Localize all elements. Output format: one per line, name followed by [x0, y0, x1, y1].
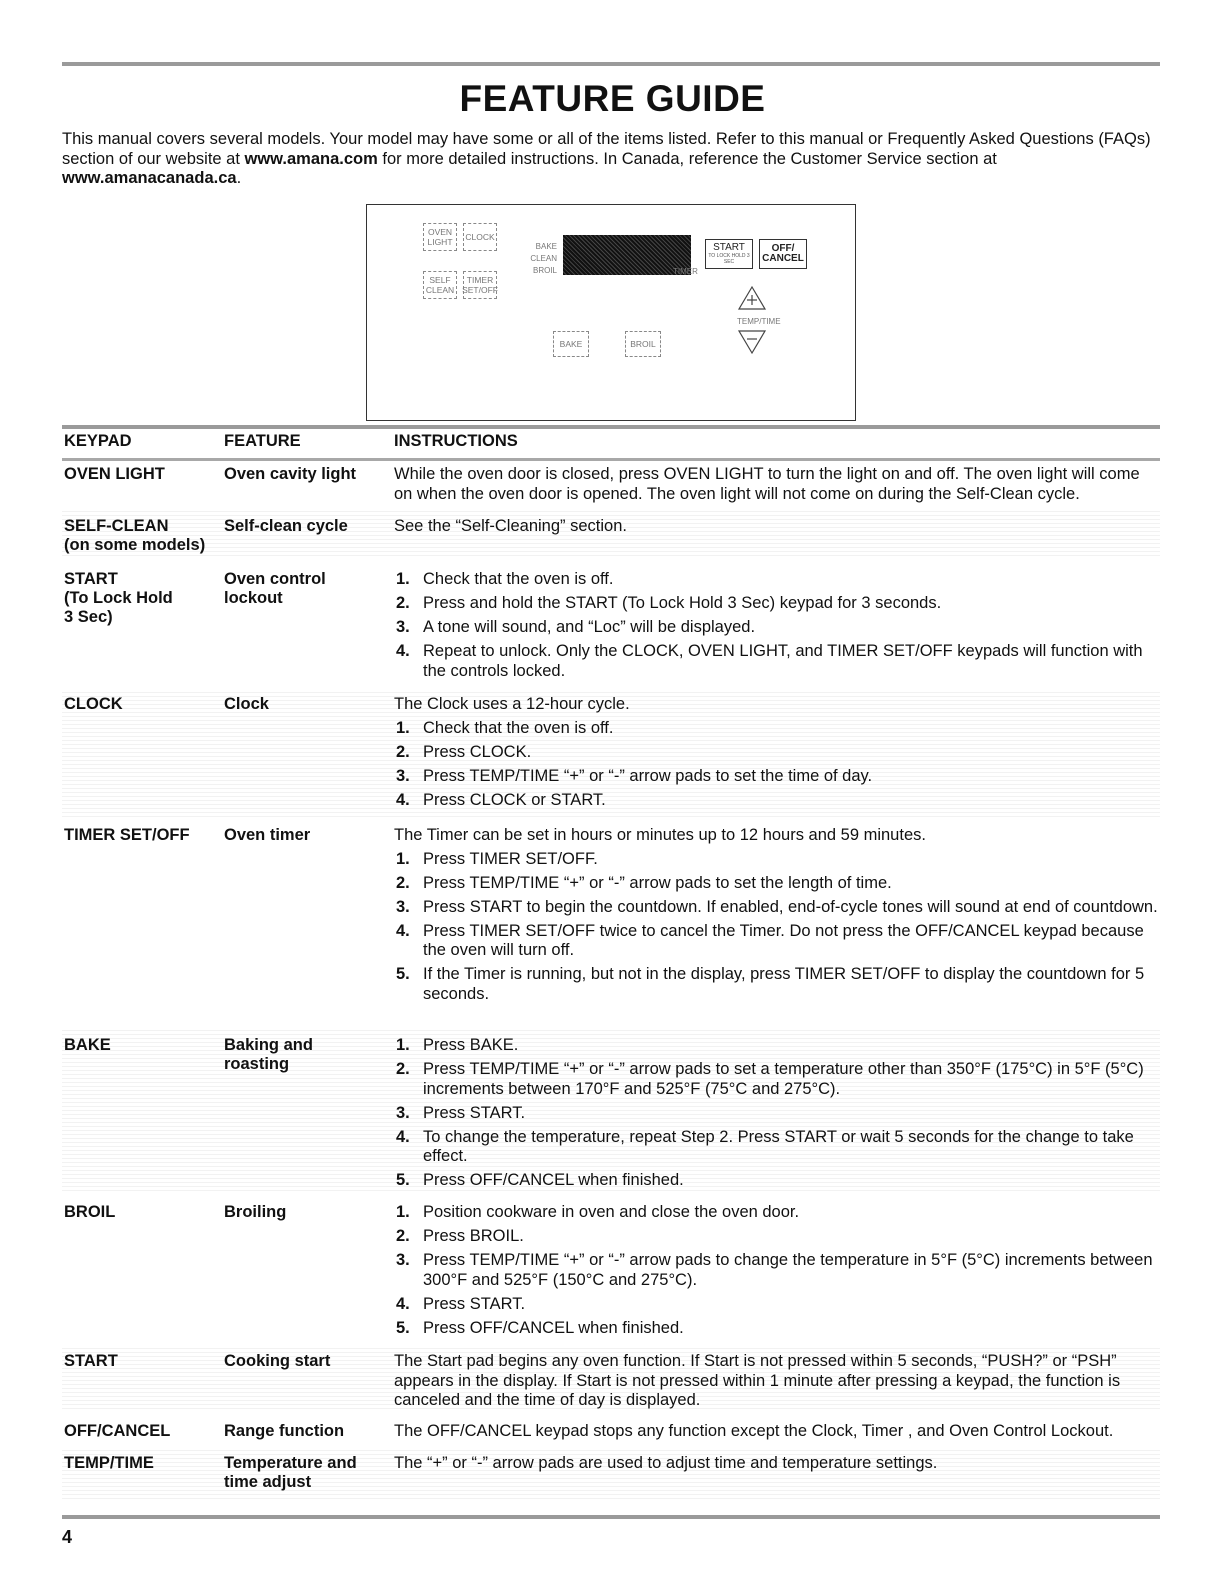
step: 3. Press TEMP/TIME “+” or “-” arrow pads to set the time of day. — [396, 766, 873, 785]
step: 1. Press BAKE. — [396, 1036, 519, 1054]
oven-light-key: OVEN LIGHT — [423, 223, 457, 251]
table-row — [62, 1422, 1160, 1446]
control-panel-diagram — [366, 204, 856, 421]
mode-labels — [515, 241, 557, 277]
keypad-cell: TIMER SET/OFF — [64, 826, 190, 844]
amana-canada-link[interactable]: www.amanacanada.ca — [62, 169, 237, 187]
table-row — [62, 826, 1160, 1026]
header-feature: FEATURE — [224, 432, 301, 450]
keypad-label: START — [64, 570, 118, 588]
table-top-rule — [62, 425, 1160, 429]
feature-cell: Self-clean cycle — [224, 517, 348, 535]
feature-label: time adjust — [224, 1473, 312, 1491]
step: 2. Press CLOCK. — [396, 742, 532, 761]
keypad-cell: START — [64, 1352, 118, 1370]
step: 4. Press CLOCK or START. — [396, 790, 606, 809]
step: 1. Check that the oven is off. — [396, 718, 614, 737]
step: 1. Check that the oven is off. — [396, 570, 614, 588]
instructions-cell — [394, 570, 1160, 686]
clock-key: CLOCK — [463, 223, 497, 251]
start-key — [705, 239, 753, 269]
instructions-text: While the oven door is closed, press OVEN LIGHT to turn the light on and off. The oven light will come on when the oven door is opened. The oven light will not come on during the Self-Clean cycle. — [394, 465, 1140, 503]
instructions-text: The Clock uses a 12-hour cycle. — [394, 695, 630, 713]
off-cancel-key: OFF/ CANCEL — [759, 239, 807, 269]
feature-label: Baking and — [224, 1036, 313, 1054]
bottom-rule — [62, 1515, 1160, 1519]
step: 1. Press TIMER SET/OFF. — [396, 849, 598, 868]
step: 3. Press START. — [396, 1103, 526, 1122]
feature-cell — [224, 1454, 394, 1492]
instructions-cell — [394, 695, 1160, 815]
timer-label: TIMER — [673, 267, 698, 276]
intro-text-1: This manual covers several models. Your model may have some or all of the items listed. Refer to this manual or Frequently Asked Questions (FAQs) section of our website at — [62, 130, 1151, 168]
step: 4. To change the temperature, repeat Step 2. Press START or wait 5 seconds for the change to take effect. — [396, 1127, 1134, 1165]
start-key-sublabel: TO LOCK HOLD 3 SEC — [708, 253, 750, 265]
instructions-cell — [394, 1422, 1160, 1442]
step: 5. Press OFF/CANCEL when finished. — [396, 1318, 684, 1337]
table-row — [62, 570, 1160, 680]
table-row — [62, 1448, 1160, 1502]
step: 3. Press START to begin the countdown. If enabled, end-of-cycle tones will sound at end of countdown. — [396, 897, 1158, 916]
step: 4. Press START. — [396, 1294, 526, 1313]
start-key-label: START — [713, 242, 745, 253]
step: 5. If the Timer is running, but not in the display, press TIMER SET/OFF to display the countdown for 5 seconds. — [396, 965, 1145, 1003]
header-instructions: INSTRUCTIONS — [394, 432, 518, 450]
panel-display — [563, 235, 691, 275]
feature-cell — [224, 570, 394, 608]
mode-broil-label: BROIL — [532, 266, 557, 275]
header-rule — [62, 458, 1160, 461]
temp-time-label: TEMP/TIME — [737, 317, 781, 326]
keypad-cell: OVEN LIGHT — [64, 465, 165, 483]
step: 2. Press TEMP/TIME “+” or “-” arrow pads to set the length of time. — [396, 873, 892, 892]
instructions-text: The Start pad begins any oven function. If Start is not pressed within 5 seconds, “PUSH?” or “PSH” appears in the display. If Start is not pressed within 1 minute after pressing a keypad, the function is canceled and the time of day is displayed. — [394, 1352, 1121, 1409]
bake-key: BAKE — [553, 331, 589, 357]
instructions-cell — [394, 1036, 1160, 1195]
step: 2. Press TEMP/TIME “+” or “-” arrow pads to set a temperature other than 350°F (175°C) in 5°F (5°C) increments between 170°F and 525°F (75°C and 275°C). — [396, 1060, 1144, 1098]
top-rule — [62, 62, 1160, 66]
feature-cell: Oven timer — [224, 826, 311, 844]
instructions-cell — [394, 517, 1160, 537]
instructions-cell — [394, 826, 1160, 1009]
step: 2. Press and hold the START (To Lock Hold 3 Sec) keypad for 3 seconds. — [396, 594, 942, 612]
plus-arrow-up-icon — [737, 285, 767, 311]
feature-cell — [224, 1036, 394, 1074]
intro-paragraph — [62, 130, 1162, 189]
table-row — [62, 465, 1160, 505]
step: 2. Press BROIL. — [396, 1227, 524, 1245]
instructions-text: The “+” or “-” arrow pads are used to adjust time and temperature settings. — [394, 1454, 938, 1472]
table-row — [62, 689, 1160, 820]
feature-label: Oven control — [224, 570, 326, 588]
step: 4. Repeat to unlock. Only the CLOCK, OVEN LIGHT, and TIMER SET/OFF keypads will function with the controls locked. — [396, 642, 1143, 680]
keypad-cell: BROIL — [64, 1203, 116, 1221]
feature-label: roasting — [224, 1055, 290, 1073]
amana-link[interactable]: www.amana.com — [244, 149, 378, 168]
page-title: FEATURE GUIDE — [459, 78, 766, 119]
feature-cell: Broiling — [224, 1203, 287, 1221]
keypad-cell: TEMP/TIME — [64, 1454, 154, 1472]
instructions-text: The Timer can be set in hours or minutes up to 12 hours and 59 minutes. — [394, 826, 926, 844]
table-row — [62, 1203, 1160, 1343]
keypad-cell — [64, 517, 214, 555]
minus-arrow-down-icon — [737, 329, 767, 355]
timer-set-off-key: TIMER SET/OFF — [463, 271, 497, 299]
broil-key: BROIL — [625, 331, 661, 357]
step: 5. Press OFF/CANCEL when finished. — [396, 1171, 684, 1189]
intro-text-2: for more detailed instructions. In Canada, reference the Customer Service section at — [377, 149, 997, 168]
keypad-cell — [64, 570, 214, 627]
feature-cell: Cooking start — [224, 1352, 331, 1370]
feature-label: lockout — [224, 589, 283, 607]
instructions-cell — [394, 1352, 1160, 1411]
keypad-note: 3 Sec) — [64, 608, 113, 626]
mode-clean-label: CLEAN — [530, 254, 557, 263]
step: 3. Press TEMP/TIME “+” or “-” arrow pads to change the temperature in 5°F (5°C) increments between 300°F and 525°F (150°C and 275°C). — [396, 1251, 1153, 1289]
header-keypad: KEYPAD — [64, 432, 132, 450]
feature-cell: Range function — [224, 1422, 345, 1440]
keypad-cell: OFF/CANCEL — [64, 1422, 171, 1440]
step: 4. Press TIMER SET/OFF twice to cancel the Timer. Do not press the OFF/CANCEL keypad because the oven will turn off. — [396, 921, 1144, 959]
keypad-note: (To Lock Hold — [64, 589, 173, 607]
self-clean-key: SELF CLEAN — [423, 271, 457, 299]
keypad-label: SELF-CLEAN — [64, 517, 169, 535]
keypad-cell: CLOCK — [64, 695, 123, 713]
instructions-cell — [394, 1203, 1160, 1343]
table-row — [62, 1030, 1160, 1194]
keypad-cell: BAKE — [64, 1036, 111, 1054]
table-row — [62, 1346, 1160, 1412]
step: 3. A tone will sound, and “Loc” will be displayed. — [396, 618, 756, 636]
instructions-text: The OFF/CANCEL keypad stops any function except the Clock, Timer , and Oven Control Lockout. — [394, 1422, 1114, 1440]
table-row — [62, 511, 1160, 559]
feature-label: Temperature and — [224, 1454, 357, 1472]
page-number: 4 — [62, 1527, 73, 1547]
keypad-note: (on some models) — [64, 536, 206, 554]
instructions-text: See the “Self-Cleaning” section. — [394, 517, 627, 535]
instructions-cell — [394, 465, 1160, 504]
feature-cell: Oven cavity light — [224, 465, 357, 483]
intro-text-3: . — [236, 169, 242, 187]
mode-bake-label: BAKE — [535, 242, 557, 251]
step: 1. Position cookware in oven and close the oven door. — [396, 1203, 800, 1221]
feature-cell: Clock — [224, 695, 269, 713]
instructions-cell — [394, 1454, 1160, 1474]
